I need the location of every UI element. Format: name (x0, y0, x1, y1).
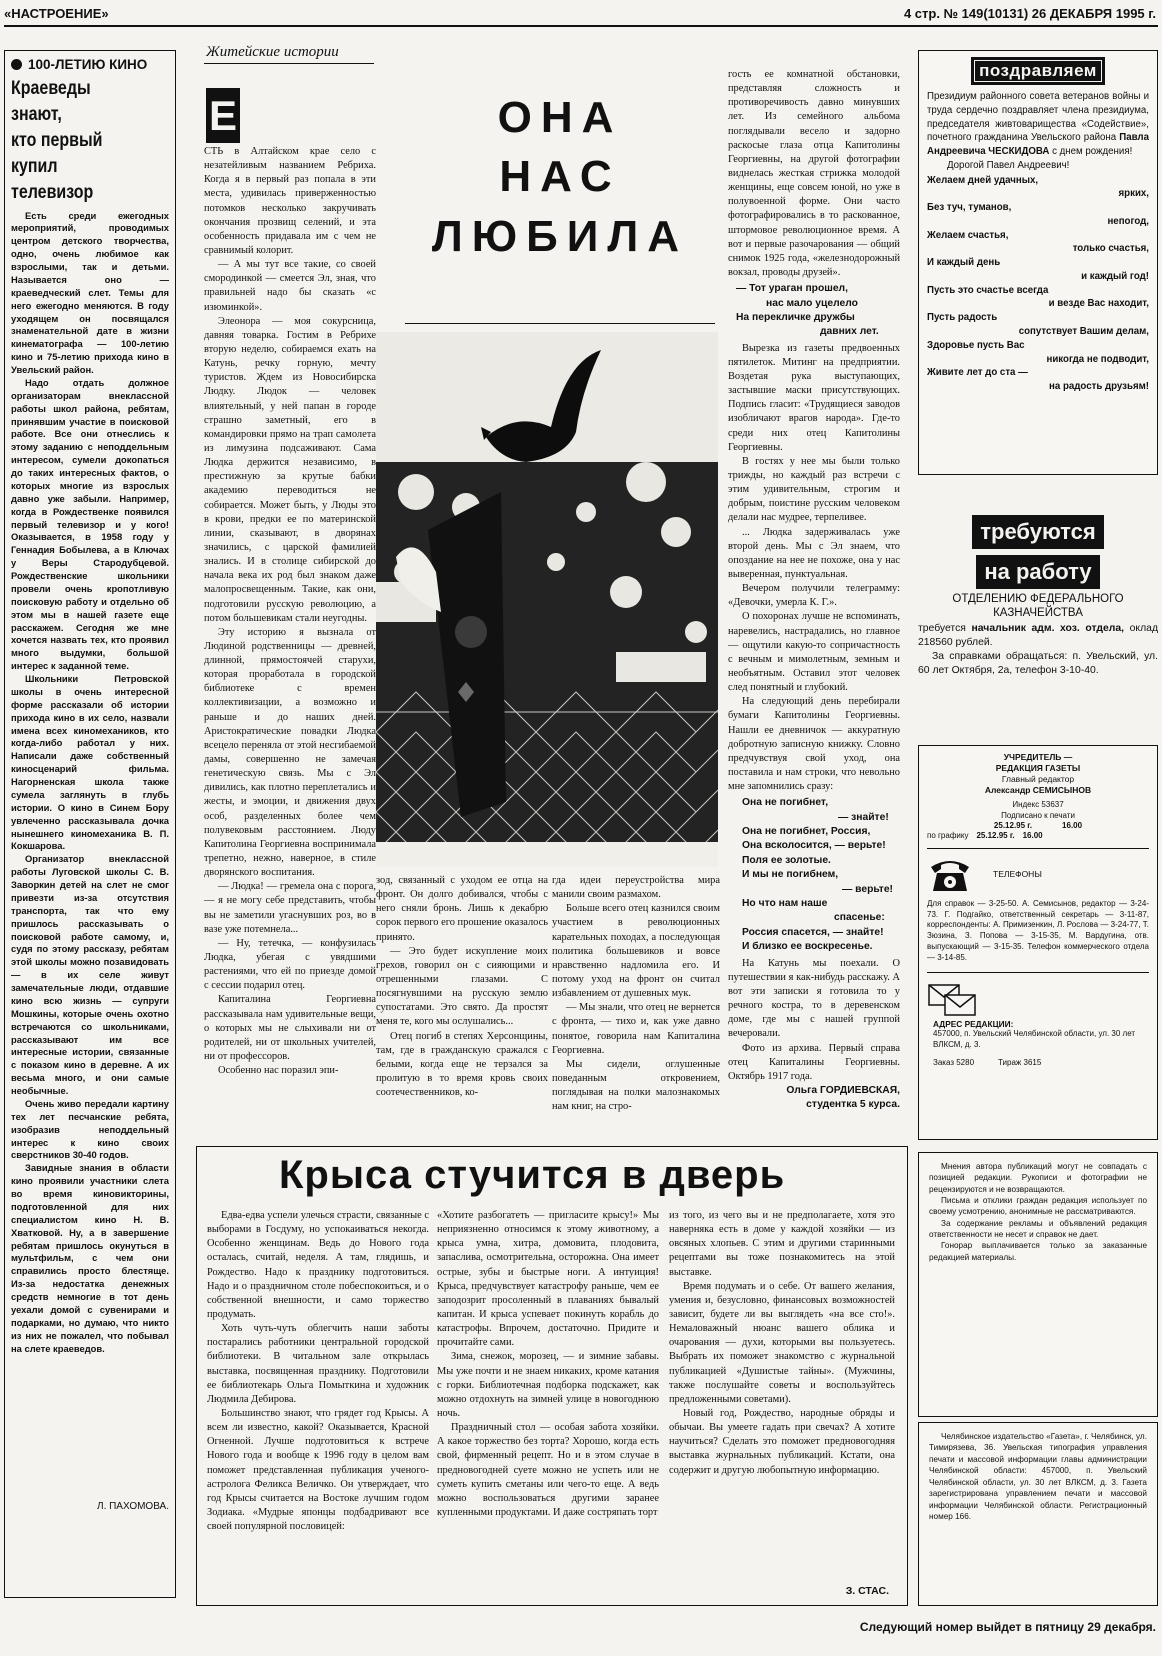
imprint-signed: Подписано к печати (1001, 810, 1075, 820)
story-col1: СТЬ в Алтайском крае село с незатейливым названием Ребриха. Когда я в первый раз попала в эти места, удивилась приверженностью потомков несколько закручивать окончания прозвищ селений, и эта особенность придавала им с чем не сравнимый колорит. — А мы тут все такие, со своей смородинкой — смеется Эл, зная, что правильней надо бы сказать «с изюминкой». Элеонора — моя сокурсница, давняя товарка. Гостим в Ребрихе вторую неделю, собираемся ехать на Катунь, речку горную, мечту туристов. Ждем из Новосибирска Людку. Людок — человек влиятельный, у ней папан в городе страшно заметный, его в командировки прямо на трап самолета из лимузина подсаживают. Сама Людка держится независимо, в престижную за крутые бабки академию переводиться не собирается. Может быть, у Люды это в крови, предки ее по материнской линии, сказывают, в дворянах значились, с царской фамилией знались. И в столице сибирской до начала века их род был знаком даже малопросвещенным. Такие, как они, подготовили русскую революцию, а потом большевикам стали неугодны. Эту историю я вызнала от Людиной родственницы — древней, длинной, прямостоячей старухи, которая проработала в городской библиотеке с времен коллективизации, а возможно и раньше и до наших дней. Аристократические повадки Людка всецело переняла от этой несгибаемой дамы, совершенно не замечая генетическую связь. Мы с Эл дивились, как плотно переплетались и жесты, и эмоции, и движения двух особ, разделенных более чем полувековым расстоянием. Люду Капитолина Георгиевна воспринимала трепетно, нежно, наверное, в стиле дворянского воспитания. — Людка! — гремела она с порога, — я не могу себе представить, чтобы вы не заметили угаснувших роз, во в вазе уже потемнела... — Ну, тетечка, — конфузилась Людка, убегая с увядшими растениями, что ей по приезде домой с сессии подарил отец. Капиталина Георгиевна рассказывала нам удивительные вещи, о которых мы не слыхивали ни от родителей, ни от школьных учителей, ни от профессоров. Особенно нас поразил эпи- (204, 146, 376, 1077)
rat-col2: «Хотите разбогатеть — пригласите крысу!» Мы неприязненно относимся к этому животному, а крыса умна, хитра, домовита, плодовита, запаслива, осмотрительна, осторожна. Она имеет острые, зубы и быстрые ноги. А интуиция! Крыса, предчувствует катастрофу раньше, чем ее заподозрит просоленный в плаваниях бывалый капитан. И крыса успевает покинуть корабль до катастрофы. Впрочем, достаточно. Придите и прочитайте сами. Зима, снежок, морозец, — и зимние забавы. Мы уже почти и не знаем никаких, кроме катания с горки. Библиотечная подборка подскажет, как можно отдохнуть на зимней улице в новогоднюю ночь. Праздничный стол — особая забота хозяйки. А какое торжество без торта? Хорошо, когда есть свой, фирменный рецепт. Но и в этом случае в предновогодней суете можно не успеть или не суметь купить сметаны или чего-то еще. А ведь можно воспользоваться другими заранее купленными продуктами. И даже состряпать торт (437, 1210, 659, 1518)
jobs-block (918, 515, 1158, 700)
dropcap: Е (206, 88, 240, 143)
left-author: Л. ПАХОМОВА. (97, 1500, 169, 1512)
telephone-icon (927, 855, 973, 895)
story-col2: зод, связанный с уходом ее отца на фронт. Он долго добивался, чтобы с него сняли бронь. Лишь к декабрю сорок первого его прошение оказалось принято. — Это будет искупление моих грехов, говорил он с сияющими и отрешенными глазами. С посягнувшими на русскую землю супостатами. Это свято. Да простят меня те, кого мы ослушались... Отец погиб в степях Херсонщины, там, где в гражданскую сражался с белыми, когда еще не терзался за пролитую в то время кровь своих соотечественников, ко- (376, 875, 548, 1099)
story-rubric-rule (204, 63, 374, 64)
phones-label: ТЕЛЕФОНЫ (993, 869, 1042, 880)
story-title: ОНА НАС ЛЮБИЛА (431, 93, 689, 261)
bullet-icon (11, 59, 22, 70)
greeting-name: Павла Андреевича ЧЕСКИДОВА (927, 132, 1149, 158)
header-rule (4, 25, 1158, 27)
order-label: Заказ (933, 1058, 954, 1068)
left-article (4, 50, 176, 1598)
imprint-signed-time: 16.00 (1062, 820, 1083, 830)
imprint-founder: УЧРЕДИТЕЛЬ — (1003, 752, 1073, 762)
section-label: «НАСТРОЕНИЕ» (4, 6, 109, 21)
jobs-position: начальник адм. хоз. отдела, (971, 622, 1125, 634)
poem-2: Она не погибнет, — знайте! Она не погибнет, Россия, Она всколосится, — верьте! Поля ее золотые. И мы не погибнем, — верьте! Но что нам наше спасенье: Россия спасется, — знайте! И близко ее воскресенье. (742, 797, 893, 953)
imprint-index: Индекс 53637 (1012, 800, 1064, 810)
greeting-intro-end: с днем рождения! (1052, 146, 1133, 158)
disclaimer-3: За содержание рекламы и объявлений редакция ответственности не несет и справок не дает. (929, 1218, 1147, 1239)
greeting-address: Дорогой Павел Андреевич! (947, 159, 1070, 171)
order-number: 5280 (956, 1058, 975, 1068)
imprint-schedule-time: 16.00 (1022, 831, 1043, 841)
rubric-label: 100-ЛЕТИЮ КИНО (28, 57, 148, 72)
imprint-editor: Александр СЕМИСЫНОВ (984, 785, 1092, 796)
greeting-banner: поздравляем (971, 57, 1105, 85)
story-author: Ольга ГОРДИЕВСКАЯ, (786, 1084, 900, 1096)
greeting-wishes: Желаем дней удачных, ярких, Без туч, туманов, непогод, Желаем счастья, только счастья, И каждый день и каждый год! Пусть это счастье всегда и везде Вас находит, Пусть радость сопутствует Вашим делам, Здоровье пусть Вас никогда не подводит, Живите лет до ста — на радость друзьям! (927, 174, 1149, 393)
jobs-org: ОТДЕЛЕНИЮ ФЕДЕРАЛЬНОГО КАЗНАЧЕЙСТВА (952, 593, 1124, 619)
left-headline: Краеведы знают, кто первый купил телевизор (11, 77, 103, 203)
run-number: 3615 (1023, 1058, 1042, 1068)
imprint-signed-date: 25.12.95 г. (993, 820, 1033, 830)
imprint-box (918, 745, 1158, 1140)
imprint-editor-label: Главный редактор (1001, 774, 1075, 785)
imprint-founder-2: РЕДАКЦИЯ ГАЗЕТЫ (995, 763, 1081, 774)
printing-box (918, 1422, 1158, 1606)
imprint-schedule-label: по графику (927, 831, 969, 841)
imprint-schedule-date: 25.12.95 г. (976, 831, 1015, 841)
rat-title: Крыса стучится в дверь (279, 1153, 786, 1197)
disclaimer-2: Письма и отклики граждан редакция использует по своему усмотрению, анонимные не рассматриваются. (929, 1195, 1147, 1217)
address-text: 457000, п. Увельский Челябинской области, ул. 30 лет ВЛКСМ, д. 3. (933, 1029, 1136, 1049)
phones-list: Для справок — 3-25-50. А. Семисынов, редактор — 3-24-73. Г. Подгайко, ответственный секретарь — 3-11-87, корреспонденты: А. Примизенкин, Л. Рослова — 3-24-77, Т. Зюзина, З. Попова — 3-15-35, М. Вардугина, отв. выпускающий — 3-15-35. Телефон коммерческого отдела — 3-14-85. (927, 898, 1149, 962)
jobs-contacts: За справками обращаться: п. Увельский, ул. 60 лет Октября, 2а, телефон 3-10-40. (918, 650, 1158, 676)
story-rubric: Житейские истории (206, 44, 339, 60)
greeting-intro: Президиум районного совета ветеранов войны и труда сердечно поздравляет члена президиума, председателя живтоварищества «Содействие», почетного гражданина Увельского района (927, 91, 1149, 144)
story-col3: гда идеи переустройства мира манили своим размахом. Больше всего отец казнился своим участием в революционных карательных походах, а последующая политика большевиков и вовсе нравственно надломила его. И потому уход на фронт он считал избавлением от душевных мук. — Мы знали, что отец не вернется с фронта, — тихо и, как уже давно понятое, говорила нам Капиталина Георгиевна. Мы сидели, оглушенные поведанным откровением, поглядывая на полки малознакомых нам книг, на стро- (552, 875, 720, 1113)
envelope-icon (927, 981, 979, 1019)
issue-info: 4 стр. № 149(10131) 26 ДЕКАБРЯ 1995 г. (903, 6, 1156, 21)
rat-col3: из того, из чего вы и не предполагаете, хотя это наверняка есть в доме у каждой хозяйки — из овсяных хлопьев. С этим и другими старинными рецептами вы тоже познакомитесь на этой выставке. Время подумать и о себе. От вашего желания, умения и, безусловно, финансовых возможностей зависит, будете ли вы выглядеть «на все сто!». Немаловажный нюанс вашего облика и очарования — духи, которыми вы пользуетесь. Выбрать их поможет знакомство с журнальной публикацией «Душистые тайны». (Мужчины, также послушайте советы и воспользуйтесь предложенными советами). Новый год, Рождество, народные обряды и обычаи. Вы умеете гадать при свечах? А хотите научиться? Сделать это поможет предновогодняя выставка журнальных публикаций. Кстати, она содержит и другую любопытную информацию. (669, 1210, 895, 1476)
jobs-text: требуется (918, 622, 966, 634)
run-label: Тираж (998, 1058, 1022, 1068)
rat-article (196, 1146, 908, 1606)
greeting-box (918, 50, 1158, 475)
poem-1: — Тот ураган прошел, нас мало уцелело На перекличке дружбы давних лет. (736, 283, 879, 338)
jobs-banner-2: на работу (976, 555, 1099, 589)
disclaimer-4: Гонорар выплачивается только за заказанные редакцией материалы. (929, 1241, 1147, 1262)
next-issue-note: Следующий номер выйдет в пятницу 29 декабря. (859, 1620, 1156, 1634)
cemetery-cross-photo (376, 332, 718, 867)
story-photo (376, 332, 718, 867)
title-rule (405, 323, 715, 324)
rat-author: З. СТАС. (845, 1585, 889, 1597)
disclaimer-box (918, 1152, 1158, 1417)
left-body: Есть среди ежегодных мероприятий, проводимых центром детского творчества, одно, очень любимое как взрослыми, так и детьми. Называется оно — краеведческий слет. Темы для него ежегодно меняются. В году уходящем он посвящался знаменательной дате в жизни кинематографа — 100-летию кино и 75-летию прихода кино в Увельский район. Надо отдать должное организаторам внеклассной работы школ района, ребятам, принявшим участие в поисковой работе. Все они отнеслись к этому заданию с неподдельным интересом, сумели докопаться до таких интересных фактов, о которых многие из взрослых давно уже забыли. Например, когда в Рождественке появился первый телевизор и у кого! Оказывается, в 1958 году у Геннадия Бобылева, а в Ключах у Веры Стародубцевой. Рождественские школьники провели очень кропотливую поисковую работу и отдельно об этом мы в нашей газете еще расскажем. Сегодня же мне хочется назвать тех, кто проявил много выдумки, большой интерес к заданной теме. Школьники Петровской школы в очень интересной форме рассказали об истории прихода кино в их село, назвали имена всех киномехаников, кто когда-либо работал у них. Написали даже собственный киносценарий фильма. Нагорненская школа также сумела заглянуть в глубь истории. О кино в Синем Бору увлеченно рассказывала дочка нынешнего киномеханика В. П. Кокшарова. Организатор внеклассной работы Луговской школы С. В. Заворкин детей на слет не смог привезти из-за отсутствия транспорта, так что ему пришлось рассказывать о поисковой работе самому, и, судя по этому рассказу, ребятам этой школы можно позавидовать — в их селе живут замечательные люди, отдавшие кино всю жизнь — супруги Мошкины, которые очень охотно встречаются со школьниками, рассказывают им все интересные истории, связанные с показом кино в деревне. А их весьма много, и они самые необычные. Очень живо передали картину тех лет песчанские ребята, изобразив неподдельный интерес к кино своих сверстников 30-40 годов. Завидные знания в области кино проявили участники слета во время киновикторины, подготовленной для них специалистом кино Н. В. Хватковой. Ну, а в завершение ребятам пришлось окунуться в мультфильм, с чем они справились просто блестяще. Из-за недостатка денежных средств немногие в тот день уехали домой с сувенирами и подарками, но думаю, что никто из них не пожалел, что побывал на слете краеведов. (11, 209, 169, 1354)
address-label: АДРЕС РЕДАКЦИИ: (933, 1018, 1014, 1029)
story-col4: гость ее комнатной обстановки, представляя сложность и противоречивость давно минувших лет. Из семейного альбома поглядывали весело и задорно раскосые глаза отца Капитолины Георгиевны, на другой фотографии виднелась жесткая стрижка молодой женщины, еще совсем юной, но уже в полувоенной форме. Они часто фотографировались в то раскованное, штормовое революционное время. А вот и первые разочарования — общий снимок 1925 года, «железнодорожный вокзал, проводы друзей». — Тот ураган прошел, нас мало уцелело На перекличке дружбы давних лет. Вырезка из газеты предвоенных пятилеток. Митинг на предприятии. Воздетая рука выступающих, застывшие маски присутствующих. Подпись гласит: «Трудящиеся заводов изобличают врагов народа». Где-то среди них отец Капитолины Георгиевны. В гостях у нее мы были только трижды, но каждый раз встречи с этим удивительным, строгим и добрым, поистине русским человеком делали нас мудрее, терпеливее. ... Людка задерживалась уже второй день. Мы с Эл знаем, что опоздание на нее не похоже, она у нас выверенная, пунктуальная. Вечером получили телеграмму: «Девочки, умерла К. Г.». О похоронах лучше не вспоминать, наревелись, настрадались, но главное — ощутили какую-то сопричастность с вечным и мимолетным, земным и необъятным. Оставил этот человек след понятный и глубокий. На следующий день перебирали бумаги Капитолины Георгиевны. Нашли ее дневничок — аккуратную добротную записную книжку. Словно предчувствуя свой уход, она поставила и нам строки, что невольно мне запомнились сразу: Она не погибнет, — знайте! Она не погибнет, Россия, Она всколосится, — верьте! Поля ее золотые. И мы не погибнем, — верьте! Но что нам наше спасенье: Россия спасется, — знайте! И близко ее воскресенье. На Катунь мы поехали. О путешествии я как-нибудь расскажу. А вот эти записки я готовила то у речного костра, то в деревенском доме, где мы с нашей группой вечеровали. Фото из архива. Первый справа отец Капиталины Георгиевны. Октябрь 1917 года. Ольга ГОРДИЕВСКАЯ, студентка 5 курса. (728, 69, 900, 1110)
rat-col1: Едва-едва успели улечься страсти, связанные с выборами в Госдуму, но успокаиваться некогда. Особенно женщинам. Ведь до Нового года осталась, считай, неделя. А там, глядишь, и Рождество. Надо к празднику подготовиться. Надо и о праздничном столе побеспокоиться, и о собственной внешности, и само торжество продумать. Хоть чуть-чуть облегчить наши заботы постарались работники центральной городской библиотеки. В читальном зале открылась выставка, посвященная празднику. Подготовили ее библиотекарь Ольга Помыткина и художник Людмила Дебирова. Большинство знают, что грядет год Крысы. А всем ли известно, какой? Оказывается, Красной Огненной. Лучше подготовиться к встрече Нового года и вообще к 1996 году в целом вам поможет представленная публикация ученого-астролога Феликса Величко. Он утверждает, что год Крысы считается на Востоке лучшим годом Зодиака. «Мудрые японцы подбадривают все своей популярной пословицей: (207, 1210, 429, 1533)
jobs-salary: оклад 218560 рублей. (918, 622, 1159, 648)
printing-info: Челябинское издательство «Газета», г. Челябинск, ул. Тимирязева, 36. Увельская типография управления печати и массовой информации главы администрации Челябинской области: 457000, п. Увельский Челябинской области, ул. 30 лет ВЛКСМ, д. 3. Газета зарегистрирована управлением печати и массовой информации Челябинской области. Регистрационный номер 166. (929, 1432, 1147, 1522)
jobs-banner-1: требуются (972, 515, 1104, 549)
disclaimer-1: Мнения автора публикаций могут не совпадать с позицией редакции. Рукописи и фотографии не рецензируются и не возвращаются. (929, 1162, 1147, 1194)
story-author-role: студентка 5 курса. (806, 1098, 900, 1110)
